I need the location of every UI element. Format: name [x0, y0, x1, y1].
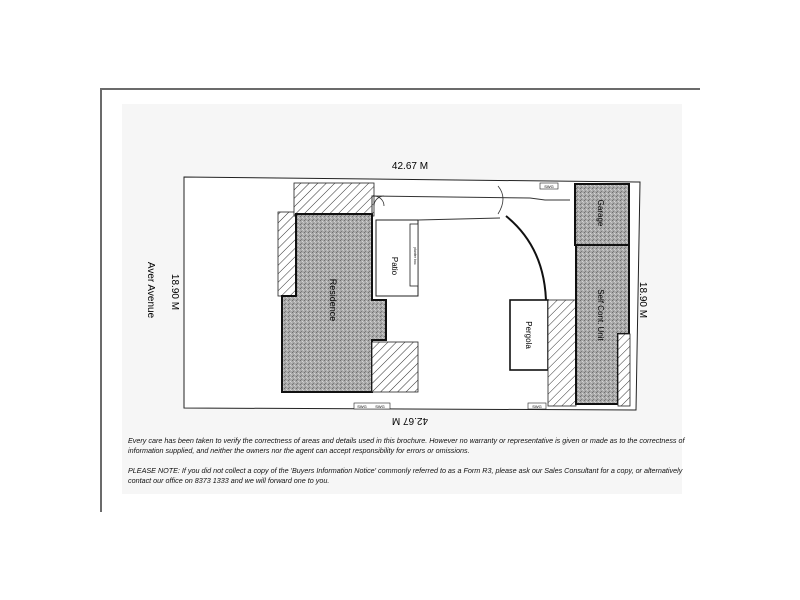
gate-tag-1: SWG [544, 184, 554, 189]
street-label: Aver Avenue [145, 261, 156, 319]
top-dimension-label: 42.67 M [391, 161, 429, 172]
planter-label: planter box [413, 247, 417, 265]
residence-label: Residence [328, 278, 338, 322]
gate-tag-2: SWG [357, 404, 367, 409]
gate-tag-4: SWG [532, 404, 542, 409]
bottom-dimension-label: 42.67 M [391, 415, 429, 426]
unit-hatched-side [548, 300, 576, 406]
gate-tag-3: SWG [375, 404, 385, 409]
form-r3-note: PLEASE NOTE: If you did not collect a copy of the 'Buyers Information Notice' commonly referred to as a Form R3, please ask our Sales Consultant for a copy, or alternatively contact our office on 8373 1333 and we will forward one to you. [128, 466, 683, 485]
right-dimension-label: 18.90 M [637, 281, 648, 319]
patio-label: Patio [390, 256, 399, 276]
left-dimension-label: 18.90 M [169, 273, 180, 311]
rear-hatched-block [372, 342, 418, 392]
residence-hatched-top [294, 183, 374, 216]
unit-hatched-rear [618, 334, 630, 406]
pergola-label: Pergola [524, 321, 533, 349]
garage-label: Garage [596, 199, 605, 227]
unit-label: Self Cont. Unit [596, 289, 605, 341]
disclaimer-note: Every care has been taken to verify the correctness of areas and details used in this brochure. However no warranty or representative is given or made as to the correctness of information supplied, and neither the owners nor the agent can accept responsibility for errors or omissions. [128, 436, 685, 455]
